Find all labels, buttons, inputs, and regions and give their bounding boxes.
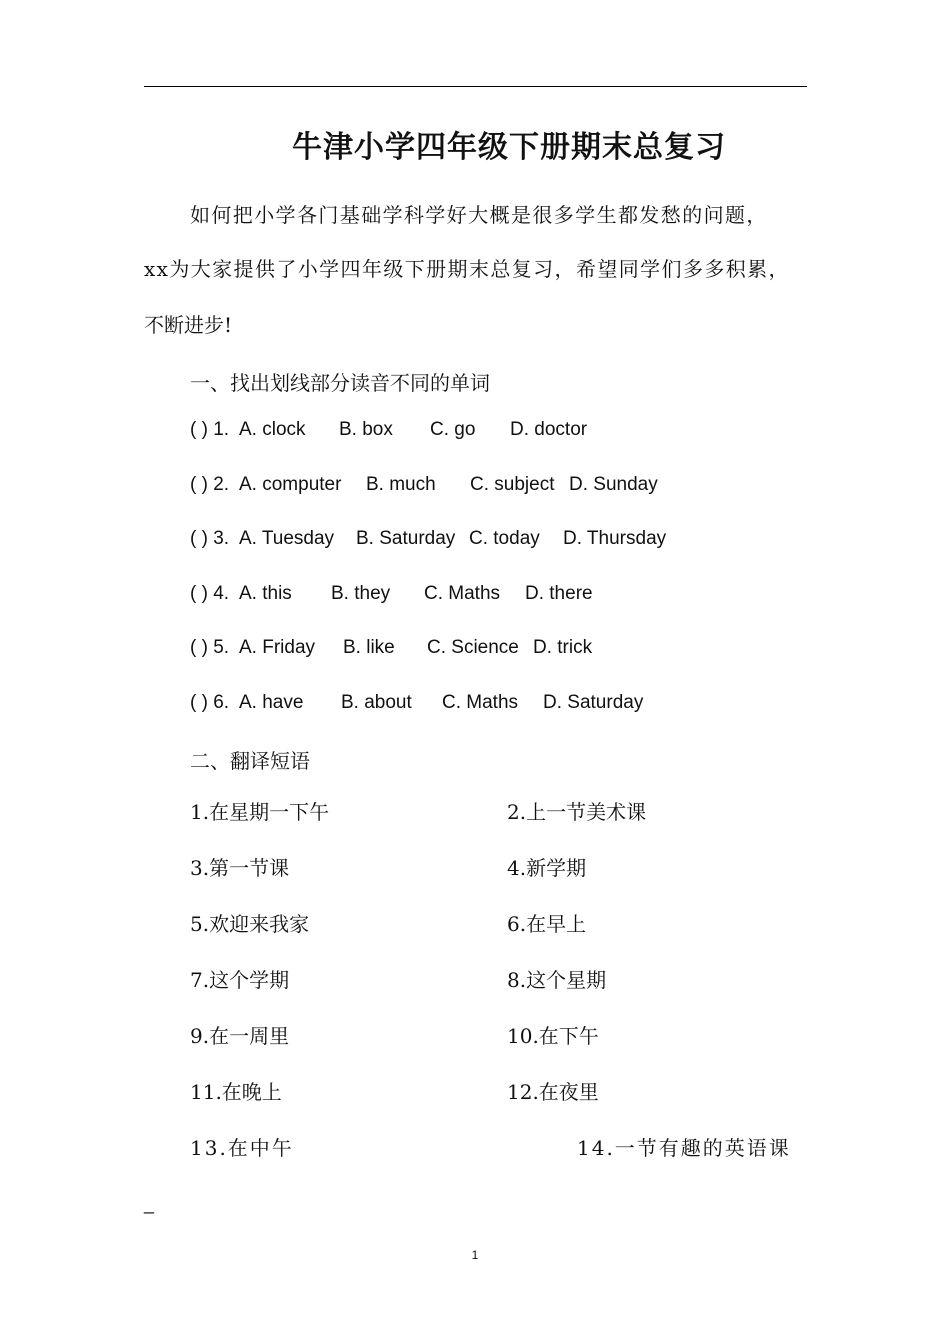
page-number: 1 bbox=[471, 1248, 479, 1262]
intro-line-1: 如何把小学各门基础学科学好大概是很多学生都发愁的问题， bbox=[190, 203, 768, 227]
phrase-item: 9.在一周里 bbox=[190, 1024, 290, 1048]
option-b: B. box bbox=[339, 419, 393, 440]
question-number: ( ) 6. bbox=[190, 692, 230, 713]
option-b: B. about bbox=[341, 692, 412, 713]
phrase-item: 6.在早上 bbox=[507, 912, 587, 936]
section-2-heading: 二、翻译短语 bbox=[190, 749, 310, 773]
option-b: B. much bbox=[366, 474, 436, 495]
question-number: ( ) 4. bbox=[190, 583, 230, 604]
phrase-item: 12.在夜里 bbox=[507, 1080, 599, 1104]
document-title: 牛津小学四年级下册期末总复习 bbox=[292, 130, 726, 165]
intro-line-2: xx为大家提供了小学四年级下册期末总复习，希望同学们多多积累， bbox=[144, 257, 790, 281]
question-number: ( ) 1. bbox=[190, 419, 230, 440]
option-a: A. computer bbox=[239, 474, 342, 495]
option-a: A. clock bbox=[239, 419, 306, 440]
phrase-item: 13.在中午 bbox=[190, 1136, 294, 1160]
option-d: D. doctor bbox=[510, 419, 588, 440]
option-c: C. today bbox=[469, 528, 540, 549]
option-c: C. go bbox=[430, 419, 476, 440]
option-a: A. Friday bbox=[239, 637, 316, 658]
option-b: B. Saturday bbox=[356, 528, 456, 549]
phrase-item: 14.一节有趣的英语课 bbox=[577, 1136, 791, 1160]
section-1-heading: 一、找出划线部分读音不同的单词 bbox=[190, 371, 490, 395]
phrase-item: 10.在下午 bbox=[507, 1024, 599, 1048]
phrase-item: 11.在晚上 bbox=[190, 1080, 282, 1104]
option-c: C. Science bbox=[427, 637, 519, 658]
question-number: ( ) 2. bbox=[190, 474, 230, 495]
option-d: D. Thursday bbox=[563, 528, 667, 549]
option-c: C. subject bbox=[470, 474, 555, 495]
option-c: C. Maths bbox=[442, 692, 519, 713]
option-d: D. Saturday bbox=[543, 692, 644, 713]
phrase-item: 2.上一节美术课 bbox=[507, 800, 647, 824]
phrase-item: 8.这个星期 bbox=[507, 968, 607, 992]
option-a: A. have bbox=[239, 692, 304, 713]
option-c: C. Maths bbox=[424, 583, 501, 604]
phrase-item: 3.第一节课 bbox=[190, 856, 290, 880]
option-a: A. Tuesday bbox=[239, 528, 335, 549]
phrase-item: 7.这个学期 bbox=[190, 968, 290, 992]
phrase-item: 5.欢迎来我家 bbox=[190, 912, 310, 936]
option-d: D. there bbox=[525, 583, 593, 604]
phrase-item: 4.新学期 bbox=[507, 856, 587, 880]
phrase-item: 1.在星期一下午 bbox=[190, 800, 330, 824]
option-d: D. trick bbox=[533, 637, 593, 658]
option-b: B. they bbox=[331, 583, 391, 604]
intro-line-3: 不断进步! bbox=[144, 313, 233, 337]
header-rule bbox=[144, 86, 807, 87]
option-a: A. this bbox=[239, 583, 292, 604]
option-b: B. like bbox=[343, 637, 395, 658]
trailing-mark: _ bbox=[144, 1194, 155, 1214]
question-number: ( ) 3. bbox=[190, 528, 230, 549]
question-number: ( ) 5. bbox=[190, 637, 230, 658]
option-d: D. Sunday bbox=[569, 474, 658, 495]
